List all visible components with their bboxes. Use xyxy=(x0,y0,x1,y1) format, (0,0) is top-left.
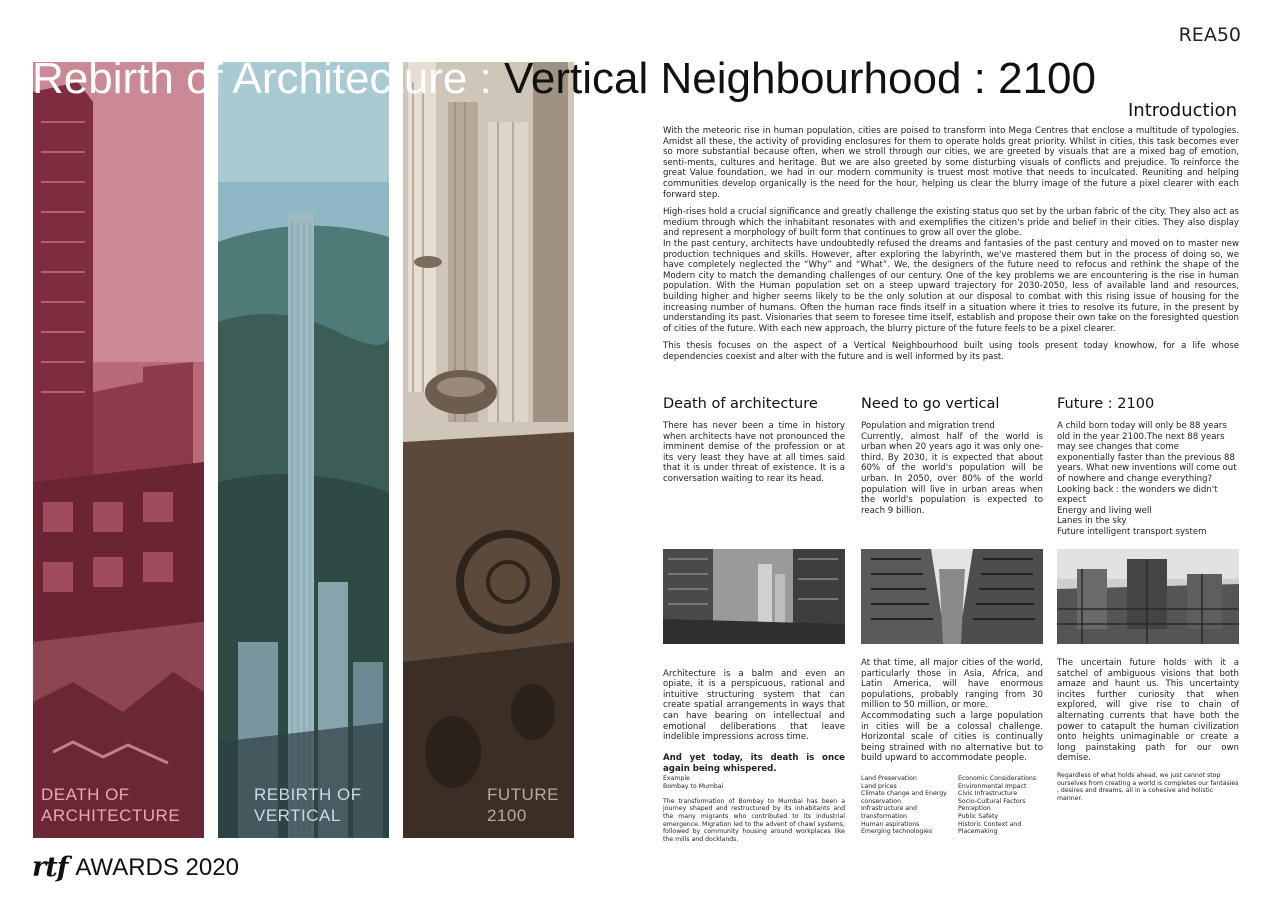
column-text-vertical: Population and migration trend Currently, almost half of the world is urban when 20 years ago it was only one-third. By 2030, it is expected that about 60% of the world's population will be urban. In 2050, over 80% of the world population will live in urban areas when the world's population is expected to reach 9 billion. xyxy=(861,421,1043,516)
strip-future-2100 xyxy=(403,62,574,838)
introduction-heading: Introduction xyxy=(1127,100,1237,121)
awards-label: AWARDS 2020 xyxy=(75,853,239,881)
note-future-conclusion: Regardless of what holds ahead, we just cannot stop ourselves from creating a world is completes our fantasies , desires and dreams, all in a cohesive and holistic manner. xyxy=(1057,772,1239,802)
intro-paragraph-3: In the past century, architects have undoubtedly refused the dreams and fantasies of the past century and moved on to master new production techniques and skills. However, after exploring the labyrinth, we've mastered them but in the process of doing so, we have completely neglected the “Why” and “What”. We, the designers of the future need to refocus and rethink the shape of the Modern city to match the demanding challenges of our century. One of the key problems we are encountering is the rise in human population. With the Human population set on a steep upward trajectory for 2030-2050, less of available land and resources, building higher and higher seems likely to be the only solution at our disposal to combat with this rising issue of housing for the increasing number of humans. Often the human race finds itself in a situation where it tries to resolve its future, in the present by understanding its past. Visionaries that seem to foresee time itself, establish and propose their own take on the foresighted question of cities of the future. With each new approach, the blurry picture of the future feels to be a pixel clearer. xyxy=(663,238,1239,334)
intro-paragraph-1: With the meteoric rise in human population, cities are poised to transform into Mega Centres that enclose a multitude of typologies. Amidst all these, the activity of providing enclosures for them to operate holds great priority. Whilst in cities, this task becomes ever so more substantial because often, when we stroll through our cities, we are greeted by visuals that are a mixed bag of emotion, senti-ments, cultures and heritage. But we are also greeted by some disturbing visuals of conflicts and prejudice. To reinforce the great Value foundation, we had in our modern community is truest most motive that needs to inculcated. Reuniting and helping communities develop organically is the need for the hour, helping us clear the blurry image of the future a pixel clearer with each forward step. xyxy=(663,126,1239,200)
title-part-dark: Vertical Neighbourhood : 2100 xyxy=(504,54,1096,103)
column-bottom-death-bold: And yet today, its death is once again being whispered. xyxy=(663,753,845,774)
strip-label-rebirth: REBIRTH OF VERTICAL xyxy=(254,785,362,825)
column-bottom-death-text: Architecture is a balm and even an opiate, it is a perspicuous, rational and intuitive structuring system that can create spatial arrangements in ways that can have bearing on intellectual and emotional deliberations that leave indelible impressions across time. xyxy=(663,668,845,743)
strip-label-death: DEATH OF ARCHITECTURE xyxy=(41,785,181,825)
project-code: REA50 xyxy=(1178,24,1241,46)
supertall-tower-image xyxy=(218,62,389,838)
note-bombay-example: Example Bombay to Mumbai The transformation of Bombay to Mumbai has been a journey shaped and restructured by its inhabitants and the many migrants who contributed to its industrial emergence. Migration led to the advent of chawl systems, followed by community housing around workplaces like the mills and docklands. xyxy=(663,775,845,843)
note-factors-list-b: Economic Considerations Environmental Impact Civic Infrastructure Socio-Cultural Factors Perception Public Safety Historic Context and Placemaking xyxy=(958,775,1037,836)
column-text-future: A child born today will only be 88 years old in the year 2100.The next 88 years may see changes that come exponentially faster than the previous 88 years. What new inventions will come out of nowhere and change everything? Looking back : the wonders we didn't expect Energy and living well Lanes in the sky Future intelligent transport system xyxy=(1057,421,1237,537)
page-title xyxy=(32,50,1242,108)
rtf-logo-mark: rtf xyxy=(32,852,68,883)
title-part-white: Rebirth of Architecture : xyxy=(32,54,504,103)
column-bottom-death xyxy=(663,658,845,775)
strip-rebirth-of-vertical xyxy=(218,62,389,838)
column-heading-future: Future : 2100 xyxy=(1057,396,1155,412)
ruined-tower-image xyxy=(33,62,204,838)
intro-paragraph-2: High-rises hold a crucial significance and greatly challenge the existing status quo set by the urban fabric of the city. They also act as medium through which the inhabitant resonates with and exemplifies the citizen's pride and belief in their cities. They also display and represent a morphology of built form that continues to grow all over the globe. xyxy=(663,207,1239,239)
strip-label-future: FUTURE 2100 xyxy=(487,785,559,825)
strip-death-of-architecture xyxy=(33,62,204,838)
column-bottom-vertical: At that time, all major cities of the world, particularly those in Asia, Africa, and Latin America, will have enormous populations, probably ranging from 30 million to 50 million, or more. Accommodating such a large population in cities will be a colossal challenge. Horizontal scale of cities is continually being strained with no alternative but to build upward to accommodate people. xyxy=(861,658,1043,764)
column-heading-death: Death of architecture xyxy=(663,396,818,412)
rtf-awards-logo xyxy=(32,852,239,883)
photo-highrise-upward xyxy=(861,549,1043,644)
photo-future-megastructure xyxy=(1057,549,1239,644)
note-factors-list-a: Land Preservation Land prices Climate change and Energy conservation Infrastructure and transformation Human aspirations Emerging technologies xyxy=(861,775,947,836)
introduction-text xyxy=(663,126,1239,369)
future-city-image xyxy=(403,62,574,838)
intro-paragraph-4: This thesis focuses on the aspect of a Vertical Neighbourhood built using tools present today knowhow, for a life whose dependencies coexist and alter with the future and is well informed by its past. xyxy=(663,341,1239,362)
photo-mumbai-street xyxy=(663,549,845,644)
column-bottom-future: The uncertain future holds with it a satchel of ambiguous visions that both amaze and haunt us. This uncertainty incites further curiosity that when explored, will give rise to chain of alternating currents that have both the power to catapult the human civilization onto heights unimaginable or create a long painstaking path for our own demise. xyxy=(1057,658,1239,764)
column-heading-vertical: Need to go vertical xyxy=(861,396,1000,412)
column-text-death: There has never been a time in history when architects have not pronounced the imminent demise of the profession or at its very least they have at all times said that it is under threat of existence. It is a conversation waiting to rear its head. xyxy=(663,421,845,484)
